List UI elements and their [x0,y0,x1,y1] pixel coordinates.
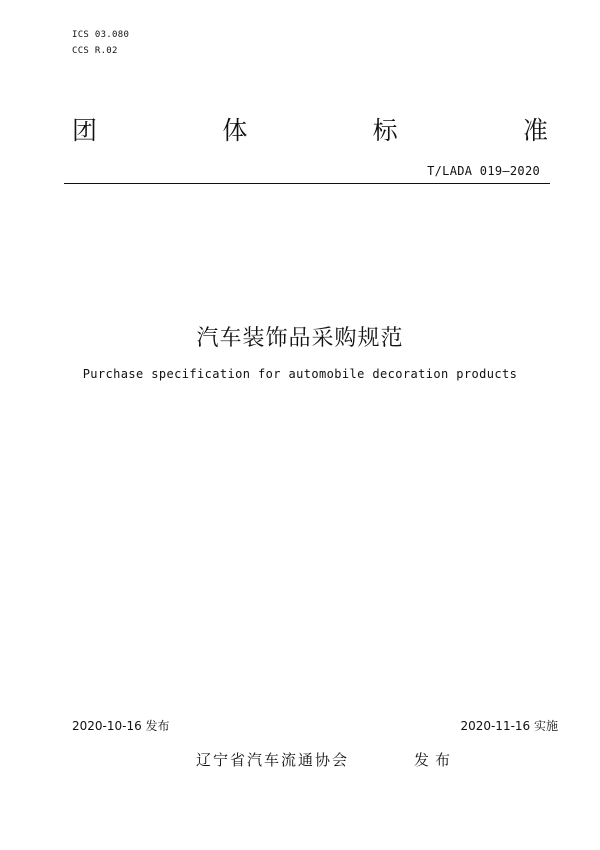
standard-code: T/LADA 019—2020 [427,164,540,178]
issue-date: 2020-10-16 发布 [72,719,170,733]
header-divider [64,183,550,184]
publish-label: 发布 [414,751,457,769]
title-english: Purchase specification for automobile decoration products [82,367,518,381]
title-chinese: 汽车装饰品采购规范 [196,326,404,351]
standard-type-char: 标 [372,116,398,145]
ics-code: ICS 03.080 [72,30,130,40]
implementation-date: 2020-11-16 实施 [460,719,558,733]
standard-type-char: 团 [72,116,98,145]
standard-type-heading [72,113,548,149]
publisher-name: 辽宁省汽车流通协会 [196,751,350,769]
ccs-code: CCS R.02 [72,46,118,56]
standard-type-char: 准 [522,116,548,145]
standard-type-char: 体 [222,116,248,145]
